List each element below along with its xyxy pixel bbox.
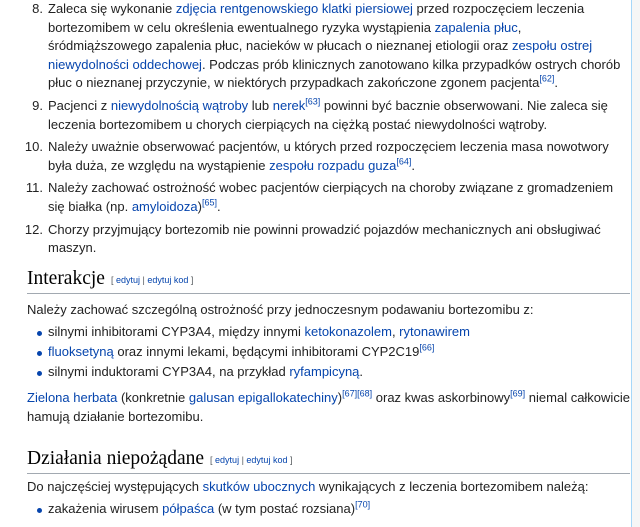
wiki-link[interactable]: niewydolnością wątroby <box>110 97 249 113</box>
list-item <box>27 343 627 362</box>
wiki-link[interactable]: zespołu rozpadu guza <box>269 157 397 173</box>
bullet-icon <box>37 331 42 336</box>
wiki-link[interactable]: zapalenia płuc <box>434 19 518 35</box>
section-heading-dzialania <box>27 448 630 474</box>
list-number: 12. <box>24 221 43 237</box>
page-edge-border <box>631 0 640 527</box>
wiki-link[interactable]: zdjęcia rentgenowskiego klatki piersiowej <box>175 1 413 16</box>
bullet-icon <box>37 351 42 356</box>
text-run: (w tym postać rozsiana) <box>214 501 356 516</box>
text-run: powinni być bacznie obserwowani. Nie zaleca się leczenia bortezomibem u chorych cierpiących na ciężką postać niewydolności wątroby. <box>48 97 608 132</box>
wiki-link[interactable]: rytonawirem <box>399 324 470 339</box>
edit-source-link[interactable]: edytuj kod <box>147 274 189 285</box>
interakcje-intro: Należy zachować szczególną ostrożność przy jednoczesnym podawaniu bortezomibu z: <box>27 302 534 317</box>
text-run: przed rozpoczęciem leczenia bortezomibem w celu określenia ewentualnego ryzyka wystąpienia <box>48 1 585 35</box>
edit-section-link[interactable]: edytuj <box>215 454 240 465</box>
citation <box>510 389 525 399</box>
list-number: 11. <box>25 180 43 196</box>
list-number: 9. <box>32 97 43 113</box>
interakcje-closing <box>27 389 630 426</box>
dzialania-list <box>27 500 627 520</box>
wiki-link[interactable]: półpaśca <box>162 501 215 516</box>
text-run: Należy uważnie obserwować pacjentów, u których przed rozpoczęciem leczenia masa nowotwory była duża, ze względu na wystąpienie <box>48 139 609 173</box>
citation-link[interactable]: [65] <box>201 197 217 208</box>
wiki-link[interactable]: galusan epigallokatechiny <box>188 390 338 405</box>
text-run: Chorzy przyjmujący bortezomib nie powinni prowadzić pojazdów mechanicznych ani obsługiwać maszyn. <box>48 221 601 256</box>
text-run: . <box>216 198 221 214</box>
text-run: oraz kwas askorbinowy <box>372 390 511 405</box>
text-run: wynikających z leczenia bortezomibem należą: <box>315 479 589 494</box>
citation-link[interactable]: [70] <box>355 499 371 510</box>
list-item <box>27 97 627 134</box>
list-item <box>27 500 627 519</box>
wiki-link[interactable]: ketokonazolem <box>304 324 392 339</box>
text-run: oraz innymi lekami, będącymi inhibitorami CYP2C19 <box>113 344 420 360</box>
text-run: niemal całkowicie hamują działanie bortezomibu. <box>27 390 630 424</box>
citation <box>539 74 554 84</box>
edit-source-link[interactable]: edytuj kod <box>246 454 288 465</box>
edit-section-links: [ edytuj | edytuj kod ] <box>210 454 293 465</box>
interakcje-list <box>27 323 627 383</box>
text-run: . <box>359 364 364 380</box>
citation <box>305 97 320 107</box>
edit-section-link[interactable]: edytuj <box>115 274 140 285</box>
dzialania-intro <box>27 478 630 497</box>
bullet-icon <box>37 371 42 376</box>
text-run: zakażenia wirusem <box>48 501 163 516</box>
list-item <box>27 323 627 342</box>
section-title: Interakcje <box>27 268 105 289</box>
citation <box>355 500 370 510</box>
section-title: Działania niepożądane <box>27 448 205 469</box>
text-run: , <box>391 324 400 339</box>
list-item <box>24 138 627 175</box>
edit-section-links: [ edytuj | edytuj kod ] <box>110 274 194 285</box>
wiki-link[interactable]: zespołu ostrej niewydolności oddechowej <box>48 38 593 72</box>
text-run: ) <box>197 198 202 214</box>
citation-link[interactable]: [68] <box>357 388 373 399</box>
text-run: Należy zachować ostrożność wobec pacjentów cierpiących na choroby związane z gromadzeniem się białka (np. <box>48 180 614 214</box>
text-run: . <box>411 157 415 173</box>
list-number: 8. <box>32 1 43 16</box>
text-run: silnymi induktorami CYP3A4, na przykład <box>48 364 290 380</box>
text-run: ) <box>337 390 343 405</box>
citation-link[interactable]: [69] <box>510 388 526 399</box>
citation <box>202 198 217 208</box>
citation-link[interactable]: [66] <box>419 342 435 353</box>
citation-link[interactable]: [63] <box>305 96 321 107</box>
text-run: lub <box>248 97 273 113</box>
text-run: Do najczęściej występujących <box>27 479 203 494</box>
section-heading-interakcje <box>27 268 630 294</box>
text-run: silnymi inhibitorami CYP3A4, między innymi <box>48 324 305 339</box>
bullet-icon <box>37 508 42 513</box>
citation <box>419 343 434 353</box>
wiki-link[interactable]: nerek <box>272 97 306 113</box>
citation <box>342 389 357 399</box>
list-item <box>27 179 627 216</box>
text-run: Zaleca się wykonanie <box>48 1 176 16</box>
list-item <box>27 363 627 382</box>
text-run: Pacjenci z <box>48 97 111 113</box>
citation-link[interactable]: [62] <box>539 74 555 85</box>
wiki-link[interactable]: fluoksetyną <box>48 344 114 360</box>
wiki-link[interactable]: Zielona herbata <box>27 390 118 405</box>
text-run: . Podczas prób klinicznych zanotowano kilka przypadków ostrych chorób płuc o nieznanej przyczynie, w niektórych przypadkach zakończone zgonem pacjenta <box>48 56 621 91</box>
wiki-link[interactable]: ryfampicyną <box>289 364 360 380</box>
list-number: 10. <box>24 139 43 155</box>
citation-link[interactable]: [64] <box>396 156 412 167</box>
list-item <box>27 0 627 93</box>
text-run: . <box>554 75 559 91</box>
text-run: (konkretnie <box>117 390 189 405</box>
citation <box>357 389 372 399</box>
wiki-link[interactable]: amyloidoza <box>131 198 198 214</box>
text-run: , śródmiąższowego zapalenia płuc, nacieków w płucach o nieznanej etiologii oraz <box>48 19 522 54</box>
precautions-list <box>24 0 627 262</box>
wiki-link[interactable]: skutków ubocznych <box>202 479 316 494</box>
citation-link[interactable]: [67] <box>342 388 358 399</box>
citation <box>396 156 411 166</box>
list-item <box>24 221 627 258</box>
